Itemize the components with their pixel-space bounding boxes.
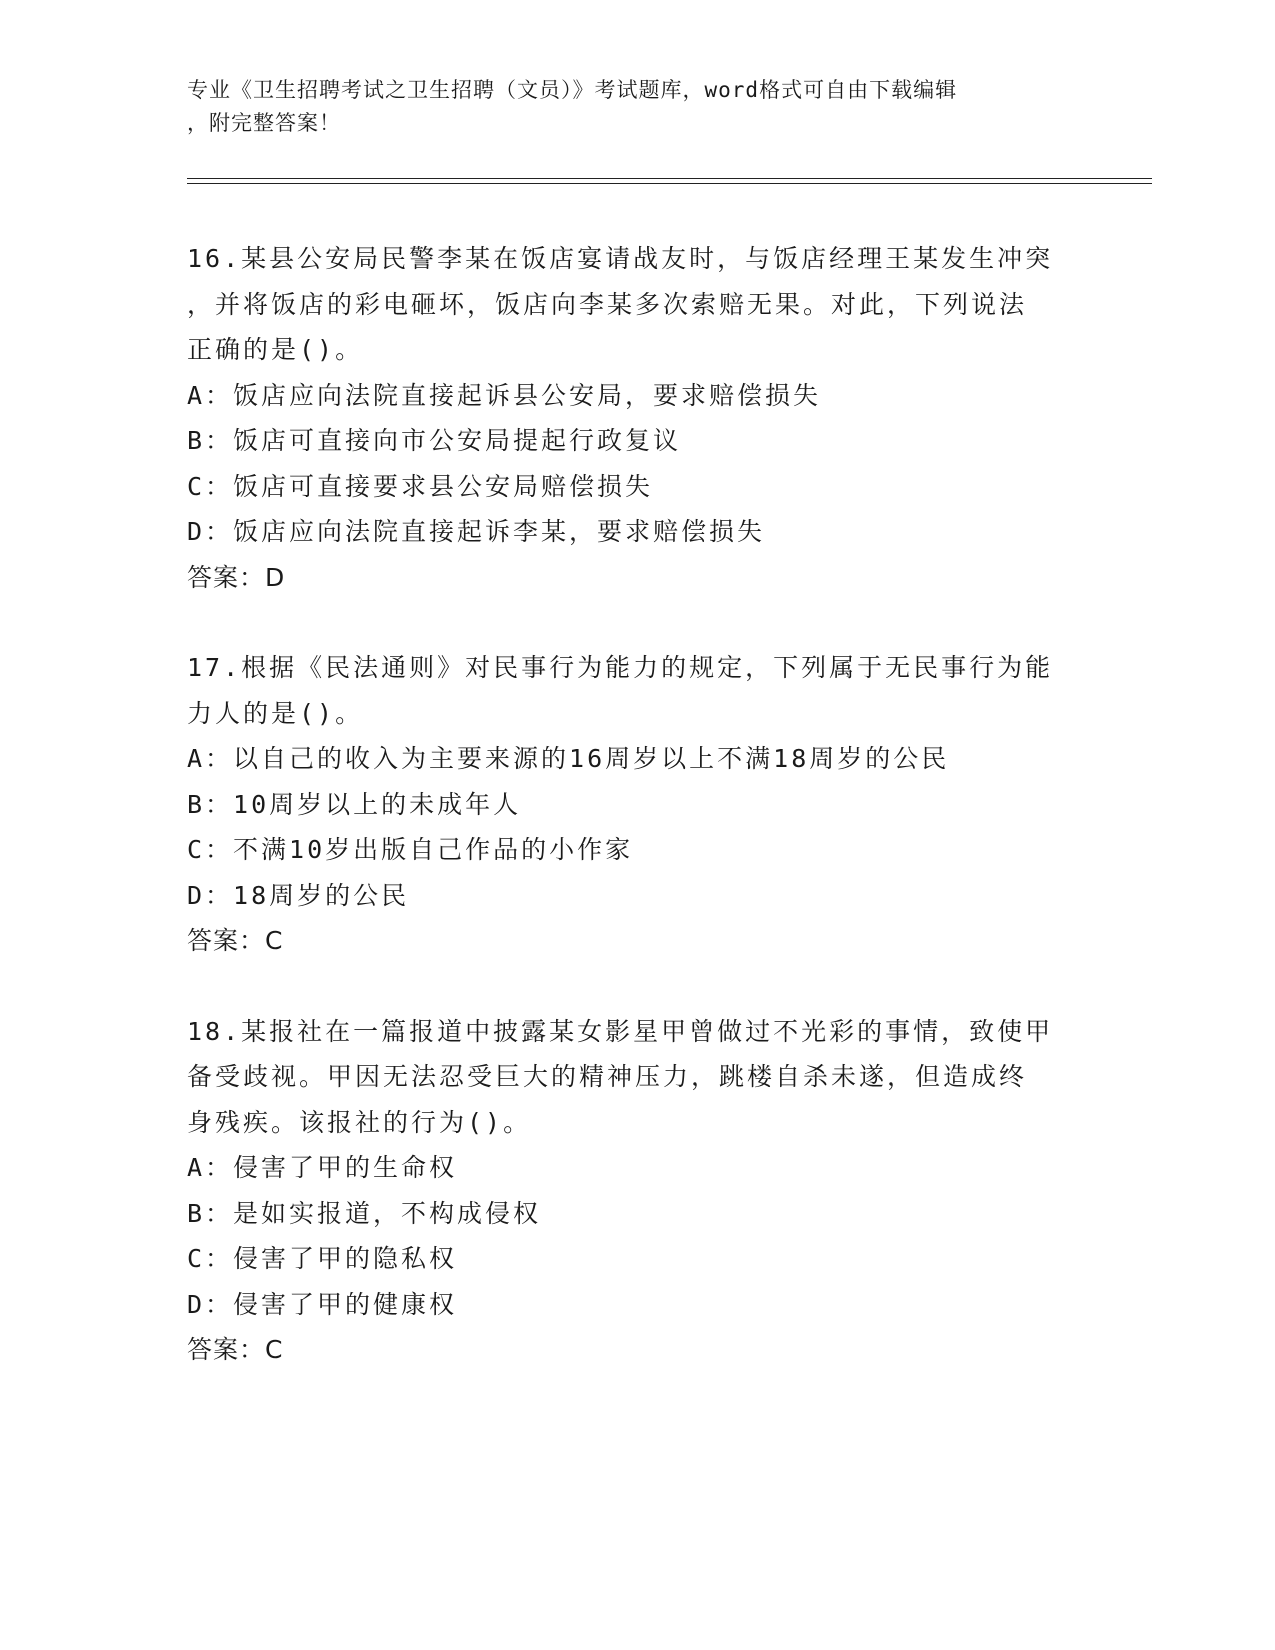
- question-16: [187, 236, 1087, 600]
- question-stem: 18.某报社在一篇报道中披露某女影星甲曾做过不光彩的事情，致使甲: [187, 1016, 1054, 1046]
- question-list: [187, 236, 1087, 1418]
- question-18: [187, 1009, 1087, 1373]
- option-b: B：是如实报道，不构成侵权: [187, 1198, 542, 1228]
- question-stem: 备受歧视。甲因无法忍受巨大的精神压力，跳楼自杀未遂，但造成终: [187, 1062, 1028, 1091]
- document-header: [187, 74, 1067, 140]
- question-stem: 身残疾。该报社的行为()。: [187, 1107, 532, 1137]
- question-stem: 力人的是()。: [187, 698, 364, 728]
- option-d: D：侵害了甲的健康权: [187, 1289, 458, 1319]
- option-a: A：饭店应向法院直接起诉县公安局，要求赔偿损失: [187, 380, 822, 410]
- option-b: B：10周岁以上的未成年人: [187, 789, 522, 819]
- option-d: D：饭店应向法院直接起诉李某，要求赔偿损失: [187, 517, 766, 546]
- option-c: C：饭店可直接要求县公安局赔偿损失: [187, 471, 654, 501]
- answer: 答案：C: [187, 926, 284, 955]
- header-line: 专业《卫生招聘考试之卫生招聘（文员）》考试题库，word格式可自由下载编辑: [187, 78, 958, 102]
- option-d: D：18周岁的公民: [187, 880, 410, 910]
- answer: 答案：D: [187, 562, 286, 592]
- option-a: A：以自己的收入为主要来源的16周岁以上不满18周岁的公民: [187, 744, 950, 773]
- header-line: ，附完整答案！: [187, 111, 341, 135]
- question-stem: ，并将饭店的彩电砸坏，饭店向李某多次索赔无果。对此，下列说法: [187, 289, 1028, 319]
- question-stem: 17.根据《民法通则》对民事行为能力的规定，下列属于无民事行为能: [187, 653, 1054, 682]
- header-divider-top: [187, 178, 1152, 179]
- option-b: B：饭店可直接向市公安局提起行政复议: [187, 426, 682, 455]
- option-a: A：侵害了甲的生命权: [187, 1153, 458, 1182]
- question-17: [187, 645, 1087, 964]
- question-stem: 16.某县公安局民警李某在饭店宴请战友时，与饭店经理王某发生冲突: [187, 244, 1054, 273]
- option-c: C：不满10岁出版自己作品的小作家: [187, 835, 634, 864]
- header-divider-bottom: [187, 183, 1152, 184]
- question-stem: 正确的是()。: [187, 335, 364, 364]
- answer: 答案：C: [187, 1335, 284, 1364]
- option-c: C：侵害了甲的隐私权: [187, 1244, 458, 1273]
